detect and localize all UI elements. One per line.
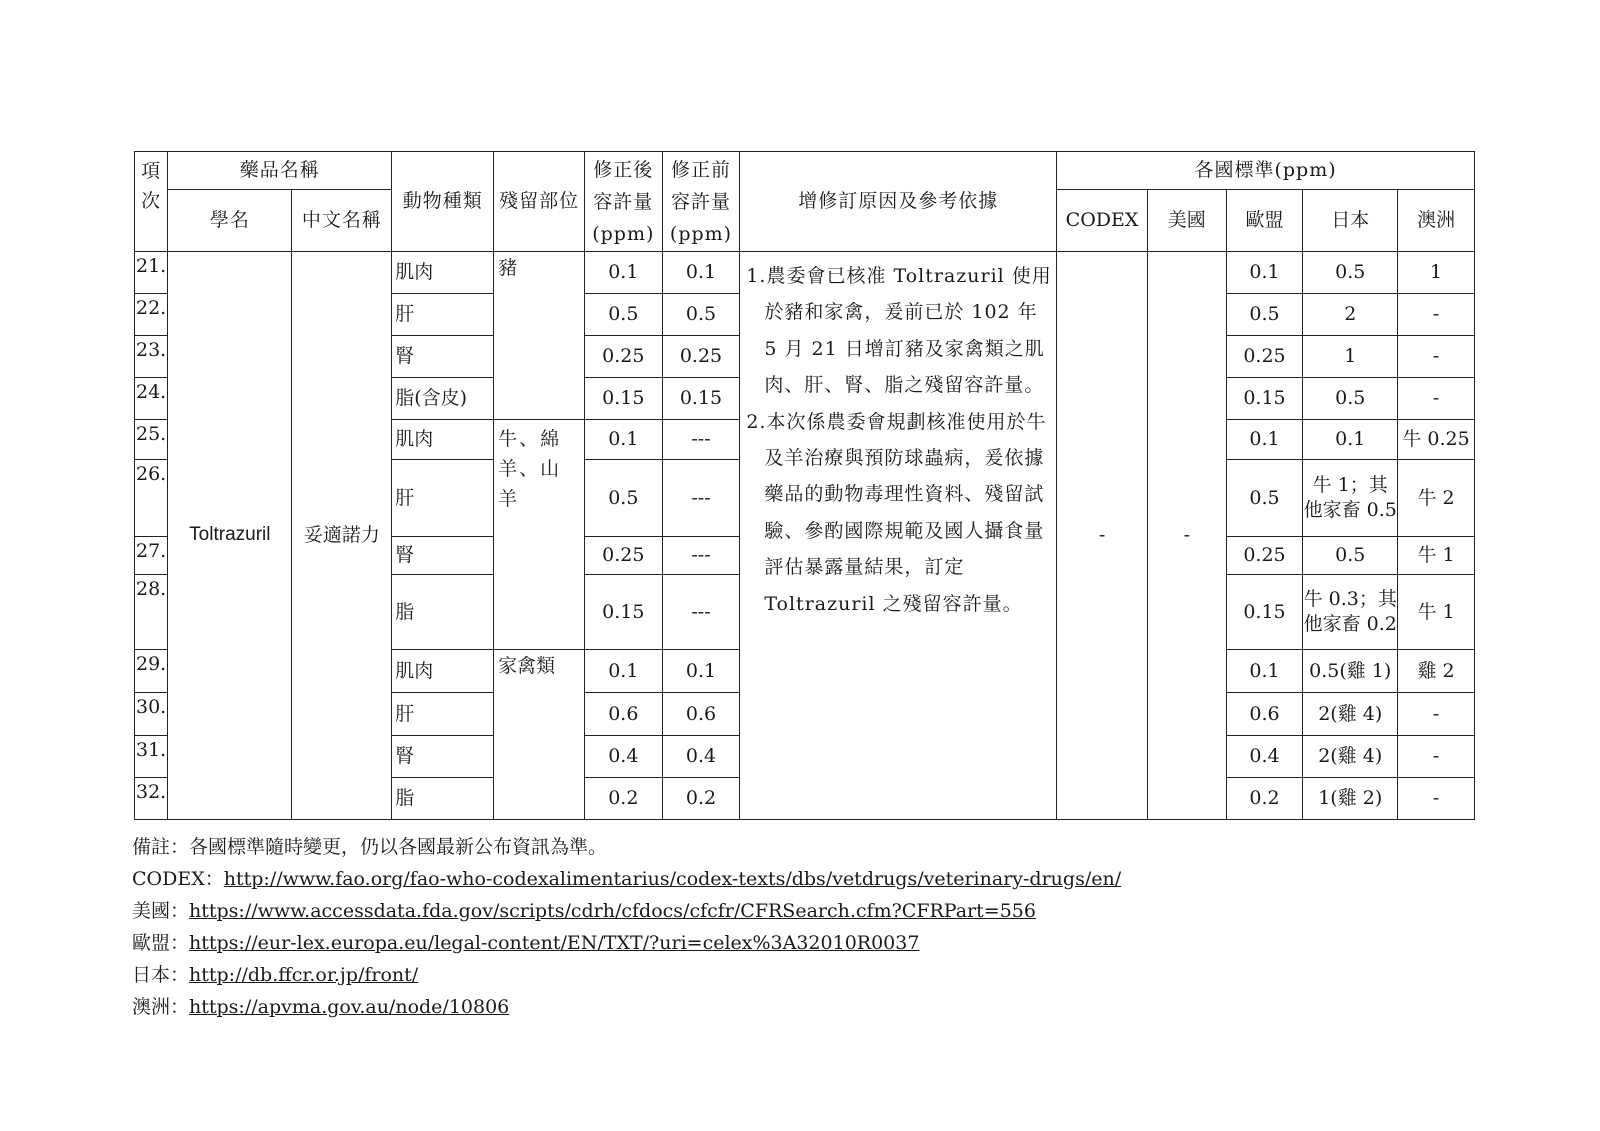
- header-residue-site: 殘留部位: [494, 152, 585, 252]
- australia-value: -: [1398, 736, 1475, 778]
- codex-note-label: CODEX：: [132, 868, 224, 890]
- eu-value: 0.1: [1226, 420, 1303, 460]
- australia-value: 牛 2: [1398, 460, 1475, 537]
- before-value: 0.5: [662, 294, 740, 336]
- species-poultry: 家禽類: [494, 650, 585, 820]
- header-codex: CODEX: [1057, 190, 1148, 252]
- australia-value: -: [1398, 336, 1475, 378]
- before-value: 0.6: [662, 693, 740, 736]
- japan-value: 0.5(雞 1): [1303, 650, 1398, 693]
- after-value: 0.4: [584, 736, 662, 778]
- japan-note-label: 日本：: [132, 964, 190, 986]
- residue-part: 脂(含皮): [392, 378, 494, 420]
- before-value: 0.25: [662, 336, 740, 378]
- australia-value: 牛 0.25: [1398, 420, 1475, 460]
- header-japan: 日本: [1303, 190, 1398, 252]
- row-number: 27.: [135, 537, 168, 575]
- residue-part: 肝: [392, 460, 494, 537]
- row-number: 25.: [135, 420, 168, 460]
- residue-part: 腎: [392, 736, 494, 778]
- eu-value: 0.1: [1226, 650, 1303, 693]
- reason-cell: [740, 252, 1057, 820]
- australia-note-label: 澳洲：: [132, 996, 190, 1018]
- after-value: 0.15: [584, 378, 662, 420]
- before-value: ---: [662, 575, 740, 650]
- usa-note-label: 美國：: [132, 900, 190, 922]
- japan-value: 0.1: [1303, 420, 1398, 460]
- codex-value: -: [1057, 252, 1148, 820]
- codex-note: [132, 863, 1121, 895]
- eu-link[interactable]: https://eur-lex.europa.eu/legal-content/EN/TXT/?uri=celex%3A32010R0037: [189, 932, 920, 954]
- header-animal-type: 動物種類: [392, 152, 494, 252]
- japan-value: 牛 0.3；其他家畜 0.2: [1303, 575, 1398, 650]
- header-australia: 澳洲: [1398, 190, 1475, 252]
- remark-note: 備註：各國標準隨時變更，仍以各國最新公布資訊為準。: [132, 836, 608, 858]
- after-value: 0.2: [584, 778, 662, 820]
- species-pig: 豬: [494, 252, 585, 420]
- before-value: 0.15: [662, 378, 740, 420]
- eu-value: 0.25: [1226, 537, 1303, 575]
- japan-link[interactable]: http://db.ffcr.or.jp/front/: [189, 964, 419, 986]
- australia-value: -: [1398, 693, 1475, 736]
- table-row: [135, 252, 1475, 294]
- row-number: 32.: [135, 778, 168, 820]
- header-usa: 美國: [1147, 190, 1226, 252]
- residue-part: 脂: [392, 778, 494, 820]
- eu-value: 0.15: [1226, 378, 1303, 420]
- row-number: 30.: [135, 693, 168, 736]
- notes-section: [132, 831, 1121, 1023]
- australia-value: -: [1398, 778, 1475, 820]
- header-eu: 歐盟: [1226, 190, 1303, 252]
- after-value: 0.25: [584, 336, 662, 378]
- before-value: 0.1: [662, 650, 740, 693]
- eu-value: 0.2: [1226, 778, 1303, 820]
- after-value: 0.1: [584, 252, 662, 294]
- header-reason: 增修訂原因及參考依據: [740, 152, 1057, 252]
- japan-value: 2(雞 4): [1303, 693, 1398, 736]
- residue-part: 肌肉: [392, 420, 494, 460]
- header-before-mrl: 修正前容許量(ppm): [662, 152, 740, 252]
- japan-value: 2(雞 4): [1303, 736, 1398, 778]
- row-number: 22.: [135, 294, 168, 336]
- after-value: 0.5: [584, 294, 662, 336]
- australia-value: 牛 1: [1398, 575, 1475, 650]
- japan-note: [132, 959, 1121, 991]
- before-value: ---: [662, 460, 740, 537]
- eu-note-label: 歐盟：: [132, 932, 190, 954]
- japan-value: 0.5: [1303, 378, 1398, 420]
- japan-value: 0.5: [1303, 252, 1398, 294]
- codex-link[interactable]: http://www.fao.org/fao-who-codexalimentarius/codex-texts/dbs/vetdrugs/veterinary-drugs/en/: [223, 868, 1122, 890]
- before-value: 0.4: [662, 736, 740, 778]
- japan-value: 0.5: [1303, 537, 1398, 575]
- row-number: 28.: [135, 575, 168, 650]
- header-intl-standards: 各國標準(ppm): [1057, 152, 1475, 190]
- japan-value: 1(雞 2): [1303, 778, 1398, 820]
- chinese-name-cell: 妥適諾力: [292, 252, 392, 820]
- row-number: 21.: [135, 252, 168, 294]
- australia-value: 1: [1398, 252, 1475, 294]
- eu-value: 0.5: [1226, 460, 1303, 537]
- row-number: 26.: [135, 460, 168, 537]
- before-value: ---: [662, 537, 740, 575]
- usa-value: -: [1147, 252, 1226, 820]
- eu-value: 0.1: [1226, 252, 1303, 294]
- usa-note: [132, 895, 1121, 927]
- scientific-name-cell: Toltrazuril: [168, 252, 292, 820]
- australia-link[interactable]: https://apvma.gov.au/node/10806: [189, 996, 510, 1018]
- after-value: 0.1: [584, 650, 662, 693]
- reason-paragraph-1: 1.農委會已核准 Toltrazuril 使用於豬和家禽，爰前已於 102 年 5 月 21 日增訂豬及家禽類之肌肉、肝、腎、脂之殘留容許量。: [746, 265, 1052, 397]
- residue-part: 肌肉: [392, 252, 494, 294]
- eu-value: 0.6: [1226, 693, 1303, 736]
- residue-part: 腎: [392, 336, 494, 378]
- residue-part: 肝: [392, 294, 494, 336]
- residue-part: 肌肉: [392, 650, 494, 693]
- before-value: 0.2: [662, 778, 740, 820]
- after-value: 0.25: [584, 537, 662, 575]
- australia-value: -: [1398, 294, 1475, 336]
- species-ruminant: 牛、綿羊、山羊: [494, 420, 585, 650]
- header-item-no: 項次: [135, 152, 168, 252]
- residue-part: 脂: [392, 575, 494, 650]
- before-value: ---: [662, 420, 740, 460]
- row-number: 29.: [135, 650, 168, 693]
- header-drug-name: 藥品名稱: [168, 152, 392, 190]
- australia-note: [132, 991, 1121, 1023]
- eu-value: 0.25: [1226, 336, 1303, 378]
- japan-value: 2: [1303, 294, 1398, 336]
- residue-part: 肝: [392, 693, 494, 736]
- eu-value: 0.15: [1226, 575, 1303, 650]
- row-number: 24.: [135, 378, 168, 420]
- mrl-table: [134, 151, 1475, 820]
- header-after-mrl: 修正後容許量(ppm): [584, 152, 662, 252]
- australia-value: -: [1398, 378, 1475, 420]
- japan-value: 1: [1303, 336, 1398, 378]
- after-value: 0.15: [584, 575, 662, 650]
- australia-value: 雞 2: [1398, 650, 1475, 693]
- after-value: 0.6: [584, 693, 662, 736]
- eu-value: 0.5: [1226, 294, 1303, 336]
- header-chinese-name: 中文名稱: [292, 190, 392, 252]
- japan-value: 牛 1；其他家畜 0.5: [1303, 460, 1398, 537]
- after-value: 0.5: [584, 460, 662, 537]
- residue-part: 腎: [392, 537, 494, 575]
- eu-value: 0.4: [1226, 736, 1303, 778]
- usa-link[interactable]: https://www.accessdata.fda.gov/scripts/cdrh/cfdocs/cfcfr/CFRSearch.cfm?CFRPart=556: [189, 900, 1036, 922]
- before-value: 0.1: [662, 252, 740, 294]
- row-number: 23.: [135, 336, 168, 378]
- after-value: 0.1: [584, 420, 662, 460]
- header-scientific-name: 學名: [168, 190, 292, 252]
- australia-value: 牛 1: [1398, 537, 1475, 575]
- row-number: 31.: [135, 736, 168, 778]
- eu-note: [132, 927, 1121, 959]
- reason-paragraph-2: 2.本次係農委會規劃核准使用於牛及羊治療與預防球蟲病，爰依據藥品的動物毒理性資料、殘留試驗、參酌國際規範及國人攝食量評估暴露量結果，訂定 Toltrazuril 之殘留容許量。: [746, 410, 1047, 615]
